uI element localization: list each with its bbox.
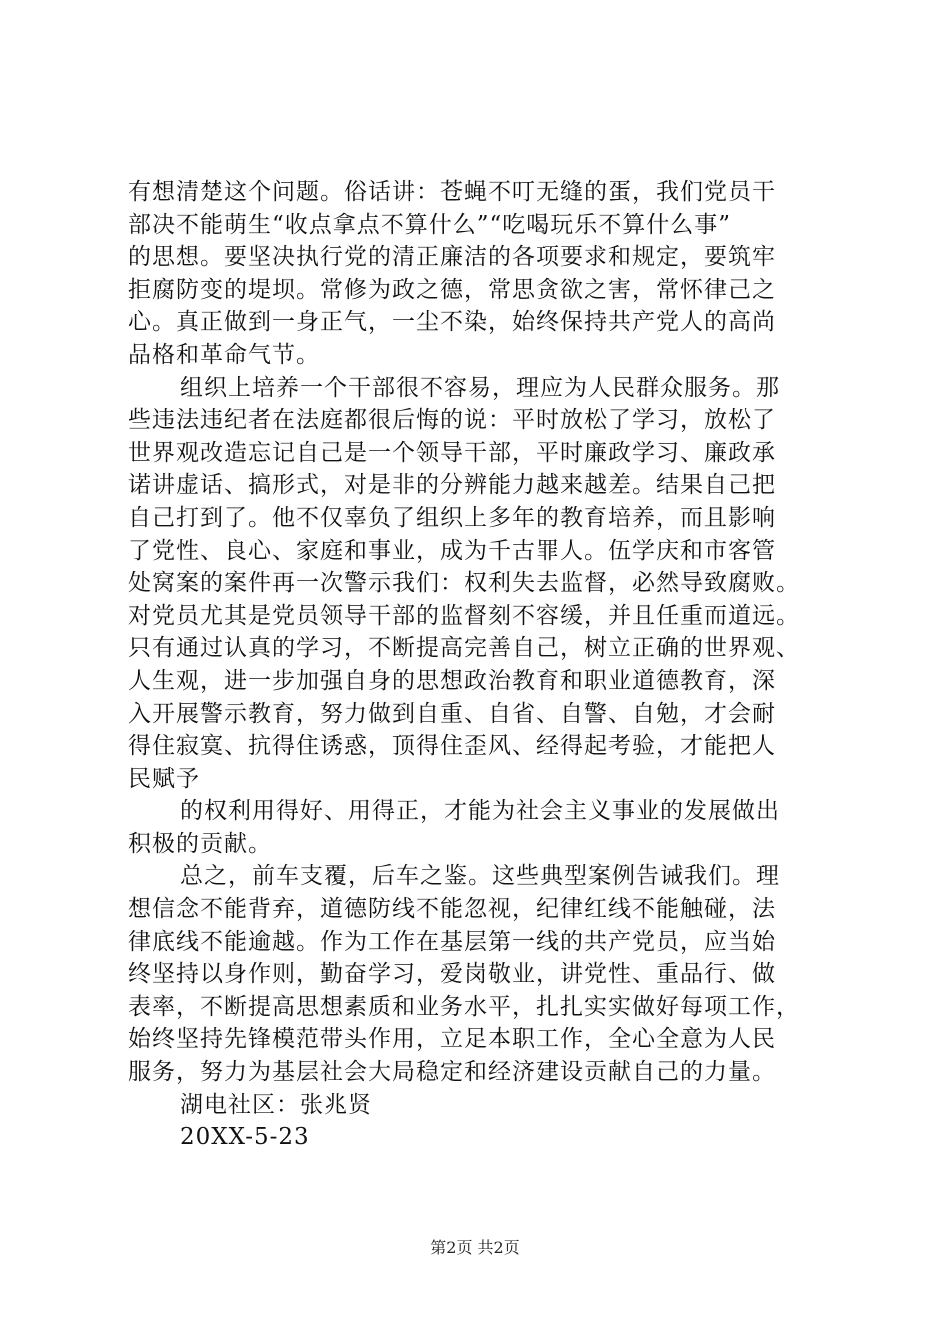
text-line: 的权利用得好、用得正，才能为社会主义事业的发展做出 bbox=[180, 798, 780, 825]
text-line: 想信念不能背弃，道德防线不能忽视，纪律红线不能触碰，法 bbox=[128, 896, 776, 923]
text-line: 自己打到了。他不仅辜负了组织上多年的教育培养，而且影响 bbox=[128, 504, 776, 531]
text-line: 处窝案的案件再一次警示我们：权利失去监督，必然导致腐败。 bbox=[128, 570, 800, 597]
text-line: 终坚持以身作则，勤奋学习，爱岗敬业，讲党性、重品行、做 bbox=[128, 961, 776, 988]
paragraph-1 bbox=[128, 176, 828, 372]
text-line: 心。真正做到一身正气，一尘不染，始终保持共产党人的高尚 bbox=[128, 309, 776, 336]
text-line: 有想清楚这个问题。俗话讲：苍蝇不叮无缝的蛋，我们党员干 bbox=[128, 179, 776, 205]
page-footer: 第2页 共2页 bbox=[430, 1238, 520, 1257]
text-line: 积极的贡献。 bbox=[128, 830, 272, 857]
text-line: 组织上培养一个干部很不容易，理应为人民群众服务。那 bbox=[180, 374, 780, 401]
text-line: 入开展警示教育，努力做到自重、自省、自警、自勉，才会耐 bbox=[128, 700, 776, 727]
text-line: 部决不能萌生“收点拿点不算什么”“吃喝玩乐不算什么事” bbox=[128, 211, 732, 238]
paragraph-4 bbox=[128, 860, 828, 1088]
text-line: 拒腐防变的堤坝。常修为政之德，常思贪欲之害，常怀律己之 bbox=[128, 276, 776, 303]
document-body bbox=[128, 176, 828, 1154]
signature-author: 湖电社区：张兆贤 bbox=[180, 1091, 372, 1118]
text-line: 了党性、良心、家庭和事业，成为千古罪人。伍学庆和市客管 bbox=[128, 537, 776, 564]
text-line: 世界观改造忘记自己是一个领导干部，平时廉政学习、廉政承 bbox=[128, 439, 776, 466]
signature-block bbox=[128, 1089, 828, 1154]
text-line: 品格和革命气节。 bbox=[128, 341, 320, 368]
text-line: 民赋予 bbox=[128, 765, 200, 792]
text-line: 得住寂寞、抗得住诱惑，顶得住歪风、经得起考验，才能把人 bbox=[128, 733, 776, 760]
text-line: 诺讲虚话、搞形式，对是非的分辨能力越来越差。结果自己把 bbox=[128, 472, 776, 499]
text-line: 些违法违纪者在法庭都很后悔的说：平时放松了学习，放松了 bbox=[128, 407, 776, 434]
paragraph-3 bbox=[128, 795, 828, 860]
text-line: 律底线不能逾越。作为工作在基层第一线的共产党员，应当始 bbox=[128, 928, 776, 955]
text-line: 总之，前车支覆，后车之鉴。这些典型案例告诫我们。理 bbox=[180, 863, 780, 890]
text-line: 人生观，进一步加强自身的思想政治教育和职业道德教育，深 bbox=[128, 667, 776, 694]
text-line: 表率，不断提高思想素质和业务水平，扎扎实实做好每项工作， bbox=[128, 993, 800, 1020]
signature-date: 20XX-5-23 bbox=[180, 1124, 310, 1151]
text-line: 服务，努力为基层社会大局稳定和经济建设贡献自己的力量。 bbox=[128, 1059, 776, 1086]
text-line: 只有通过认真的学习，不断提高完善自己，树立正确的世界观、 bbox=[128, 635, 800, 662]
paragraph-2 bbox=[128, 372, 828, 796]
text-line: 的思想。要坚决执行党的清正廉洁的各项要求和规定，要筑牢 bbox=[128, 244, 776, 271]
text-line: 对党员尤其是党员领导干部的监督刻不容缓，并且任重而道远。 bbox=[128, 602, 800, 629]
text-line: 始终坚持先锋模范带头作用，立足本职工作，全心全意为人民 bbox=[128, 1026, 776, 1053]
